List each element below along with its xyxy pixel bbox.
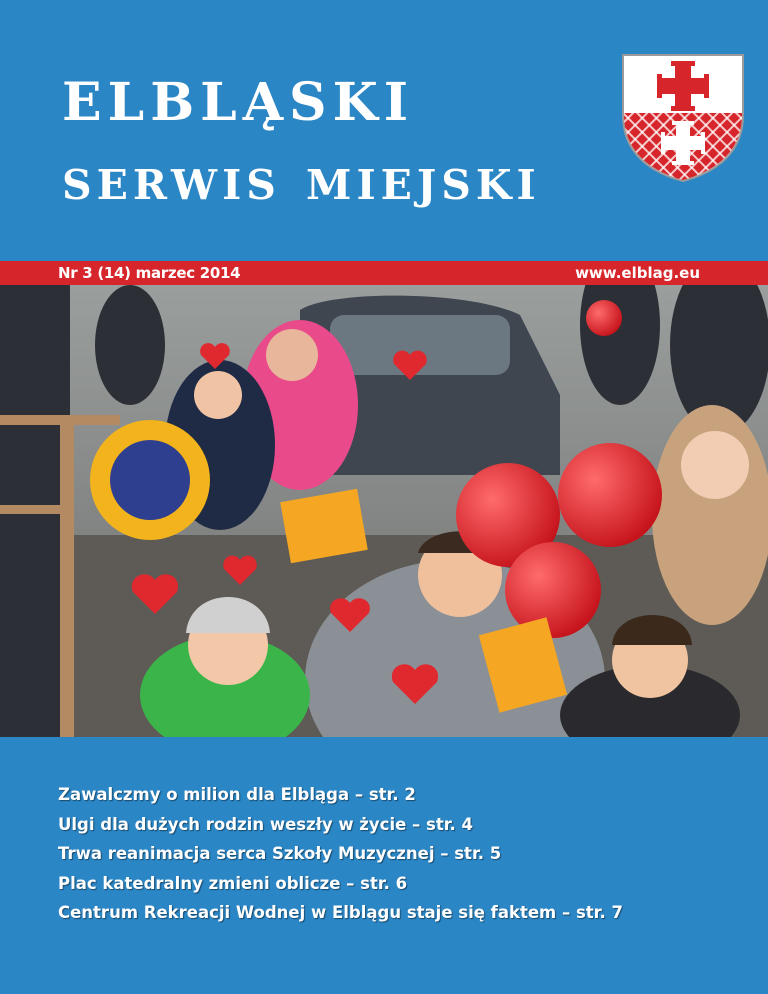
masthead: [0, 0, 768, 258]
toc-item[interactable]: Centrum Rekreacji Wodnej w Elblągu staje się faktem – str. 7: [58, 903, 623, 922]
issue-number: Nr 3 (14) marzec 2014: [58, 264, 241, 282]
toc-item[interactable]: Zawalczmy o milion dla Elbląga – str. 2: [58, 785, 416, 804]
toc-item[interactable]: Ulgi dla dużych rodzin weszły w życie – str. 4: [58, 814, 474, 834]
red-balloon-icon: [558, 443, 662, 547]
toc-item[interactable]: Trwa reanimacja serca Szkoły Muzycznej – str. 5: [58, 844, 502, 863]
issue-bar: [0, 261, 768, 285]
red-balloon-icon: [586, 300, 622, 336]
table-of-contents: [58, 780, 758, 928]
coat-of-arms-icon: [621, 53, 745, 183]
toc-item[interactable]: Plac katedralny zmieni oblicze – str. 6: [58, 873, 408, 893]
magazine-title: elbląski: [62, 52, 415, 138]
red-balloon-icon: [505, 542, 601, 638]
magazine-subtitle: serwis miejski: [62, 145, 541, 213]
website-link[interactable]: www.elblag.eu: [575, 264, 700, 282]
cover-photo-illustration: [0, 285, 768, 737]
cover-photo: [0, 285, 768, 737]
